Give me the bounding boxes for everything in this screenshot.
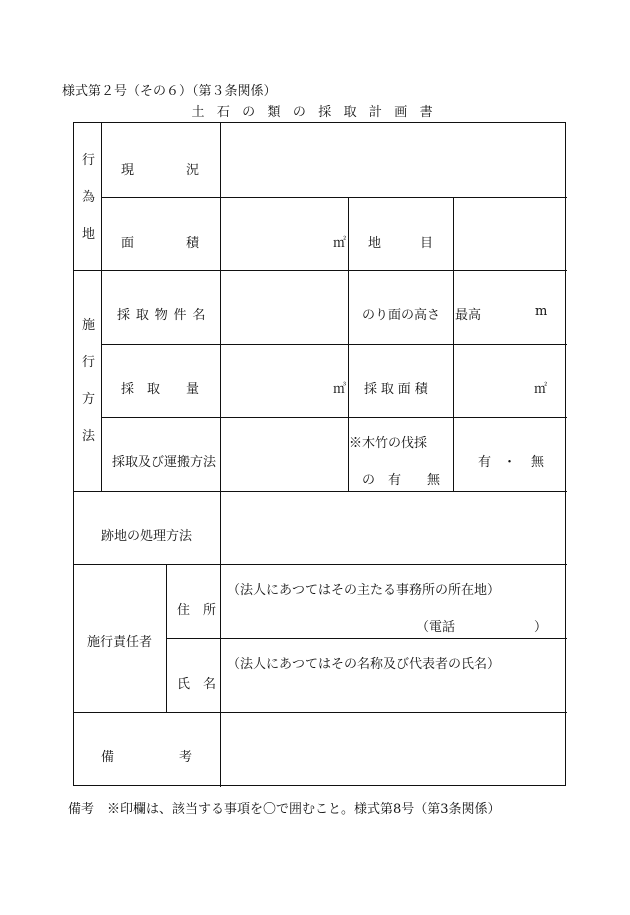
area-field[interactable] <box>221 198 348 270</box>
quantity-label: 採 取 量 <box>121 382 200 397</box>
area-label: 面 積 <box>121 236 200 251</box>
method-group-char: 行 <box>82 355 96 370</box>
manager-label: 施行責任者 <box>87 635 153 650</box>
site-group-char: 為 <box>82 190 96 205</box>
slope-max-label: 最高 <box>455 308 482 323</box>
slope-height-label: のり面の高さ <box>362 308 441 323</box>
restoration-method-field[interactable] <box>221 492 566 564</box>
logging-option-no[interactable]: 無 <box>531 455 545 470</box>
col-divider <box>101 123 102 491</box>
site-group-char: 地 <box>82 227 96 242</box>
phone-close: ） <box>534 620 548 635</box>
slope-unit: m <box>535 304 548 319</box>
restoration-method-label: 跡地の処理方法 <box>101 529 193 544</box>
remarks-field[interactable] <box>221 713 566 786</box>
extraction-object-field[interactable] <box>221 271 348 344</box>
col-divider <box>166 564 167 712</box>
remarks-label: 備 考 <box>101 750 193 765</box>
quantity-unit: ㎥ <box>333 382 347 397</box>
current-state-field[interactable] <box>221 124 566 197</box>
extraction-object-label: 採取物件名 <box>117 308 212 323</box>
name-field[interactable] <box>221 639 566 712</box>
transport-method-label: 採取及び運搬方法 <box>112 455 217 470</box>
address-field[interactable] <box>221 565 566 638</box>
footer-note: 備考 ※印欄は、該当する事項を〇で囲むこと。様式第8号（第3条関係） <box>68 802 501 817</box>
logging-label-2: の 有 無 <box>362 473 441 488</box>
form-title: 土石の類の採取計画書 <box>191 105 445 120</box>
site-group-char: 行 <box>82 153 96 168</box>
method-group-char: 方 <box>82 392 96 407</box>
area-unit: ㎡ <box>333 236 347 251</box>
extraction-area-field[interactable] <box>454 345 566 417</box>
current-state-label: 現 況 <box>121 163 200 178</box>
method-group-char: 法 <box>82 429 96 444</box>
address-note: （法人にあつてはその主たる事務所の所在地） <box>227 583 501 598</box>
logging-label: ※木竹の伐採 <box>349 436 428 451</box>
quantity-field[interactable] <box>221 345 348 417</box>
form-table <box>73 122 566 786</box>
address-label: 住 所 <box>177 603 217 618</box>
logging-separator: ・ <box>503 455 517 470</box>
extraction-area-unit: ㎡ <box>534 382 548 397</box>
form-number: 様式第２号（その６）（第３条関係） <box>62 84 277 99</box>
logging-option-yes[interactable]: 有 <box>478 455 492 470</box>
name-label: 氏 名 <box>177 677 217 692</box>
name-note: （法人にあつてはその名称及び代表者の氏名） <box>227 657 501 672</box>
landuse-field[interactable] <box>454 198 566 270</box>
phone-label: （電話 <box>416 620 456 635</box>
landuse-label: 地 目 <box>368 236 434 251</box>
extraction-area-label: 採取面積 <box>364 382 432 397</box>
method-group-char: 施 <box>82 318 96 333</box>
transport-method-field[interactable] <box>221 418 348 491</box>
